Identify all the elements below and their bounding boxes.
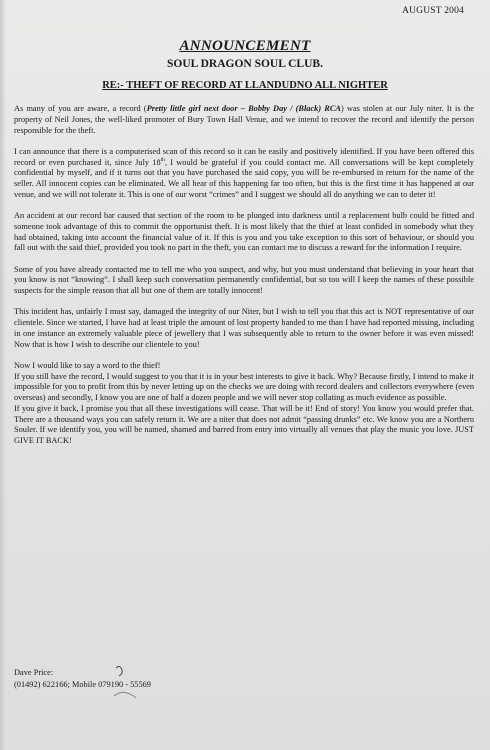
paragraph-1-text-a: As many of you are aware, a record ( (14, 104, 147, 113)
paragraph-4: Some of you have already contacted me to tell me who you suspect, and why, but you must understand that believing in your heart that you know is not “knowing”. I shall keep such conversation permanently confidential, but so too will I keep the names of these possible suspects for the simple reason that all but one of them are totally innocent! (14, 264, 474, 295)
announcement-body (14, 104, 474, 457)
paragraph-2-text-b: , I would be grateful if you could contact me. All conversations will be kept completely confidential by myself, and if it turns out that you have purchased the said copy, you will be re-embursed in return for the name of the seller. All innocent copies can be eliminated. We all hear of this happening far too often, but this is the first time it has happened at our venue, and we will not tolerate it. This is one of our worst “crimes” and I suggest we should all do anything we can to deter it! (14, 157, 474, 199)
subject-heading: RE:- THEFT OF RECORD AT LLANDUDNO ALL NIGHTER (102, 80, 388, 91)
paragraph-5: This incident has, unfairly I must say, damaged the integrity of our Niter, but I wish to tell you that this act is NOT representative of our clientele. Since we started, I have had at least triple the amount of lost property handed to me than I have had reported missing, including in one instance an extremely valuable piece of jewellery that I was subsequently able to return to the owner before it was even missed! Now that is how I wish to describe our clientele to you! (14, 307, 474, 349)
document-date: AUGUST 2004 (402, 6, 464, 16)
club-name: SOUL DRAGON SOUL CLUB. (167, 58, 323, 70)
signature-block (14, 667, 151, 691)
contact-phone: (01492) 622166; Mobile 079190 - 55569 (14, 680, 151, 689)
date-suffix: th (160, 156, 165, 163)
paper-edge-shadow (0, 0, 6, 750)
paragraph-1 (14, 104, 474, 136)
paragraph-7: If you give it back, I promise you that all these investigations will cease. That will be it! End of story! You know you would prefer that. There are a thousand ways you can safely return it. We are a niter that does not admit “passing drunks” etc. We know you are a Northern Souler. If we identify you, you will be named, shamed and barred from entry into virtually all venues that play the music you love. JUST GIVE IT BACK! (14, 403, 474, 445)
paragraph-2 (14, 147, 474, 201)
stolen-record-title: Pretty little girl next door – Bobby Day / (Black) RCA (146, 104, 341, 113)
signatory-name: Dave Price: (14, 668, 54, 677)
paragraph-6-text: If you still have the record, I would suggest to you that it is in your best interests to give it back. Why? Because firstly, I intend to make it impossible for you to profit from this by never letting up on the checks we are doing with record dealers and collectors everywhere (even overseas) and secondly, I know you are one of half a dozen people and we will never stop collating as much evidence as possible. (14, 371, 474, 402)
paragraph-6-opening: Now I would like to say a word to the thief! (14, 360, 161, 370)
paragraph-6 (14, 361, 474, 404)
paragraph-2-text-a: I can announce that there is a computerised scan of this record so it can be easily and positively identified. If you have been offered this record or even purchased it, since July 18 (14, 146, 474, 167)
paragraph-3: An accident at our record bar caused that section of the room to be plunged into darkness until a replacement bulb could be fitted and someone took advantage of this to commit the opportunist theft. It is most likely that the thief at least confided in somebody what they had obtained, taking into account the financial value of it. If this is you and you take exception to this sort of behaviour, or should you fall out with the said thief, provided you took no part in the theft, you can contact me to discuss a reward for the information I require. (14, 211, 474, 253)
document-title: ANNOUNCEMENT (179, 38, 311, 54)
paragraph-1-text-b: ) was stolen at our July niter. It is the property of Neil Jones, the well-liked promoter of Bury Town Hall Venue, and we intend to recover the record and identify the person responsible for the theft. (14, 104, 474, 135)
